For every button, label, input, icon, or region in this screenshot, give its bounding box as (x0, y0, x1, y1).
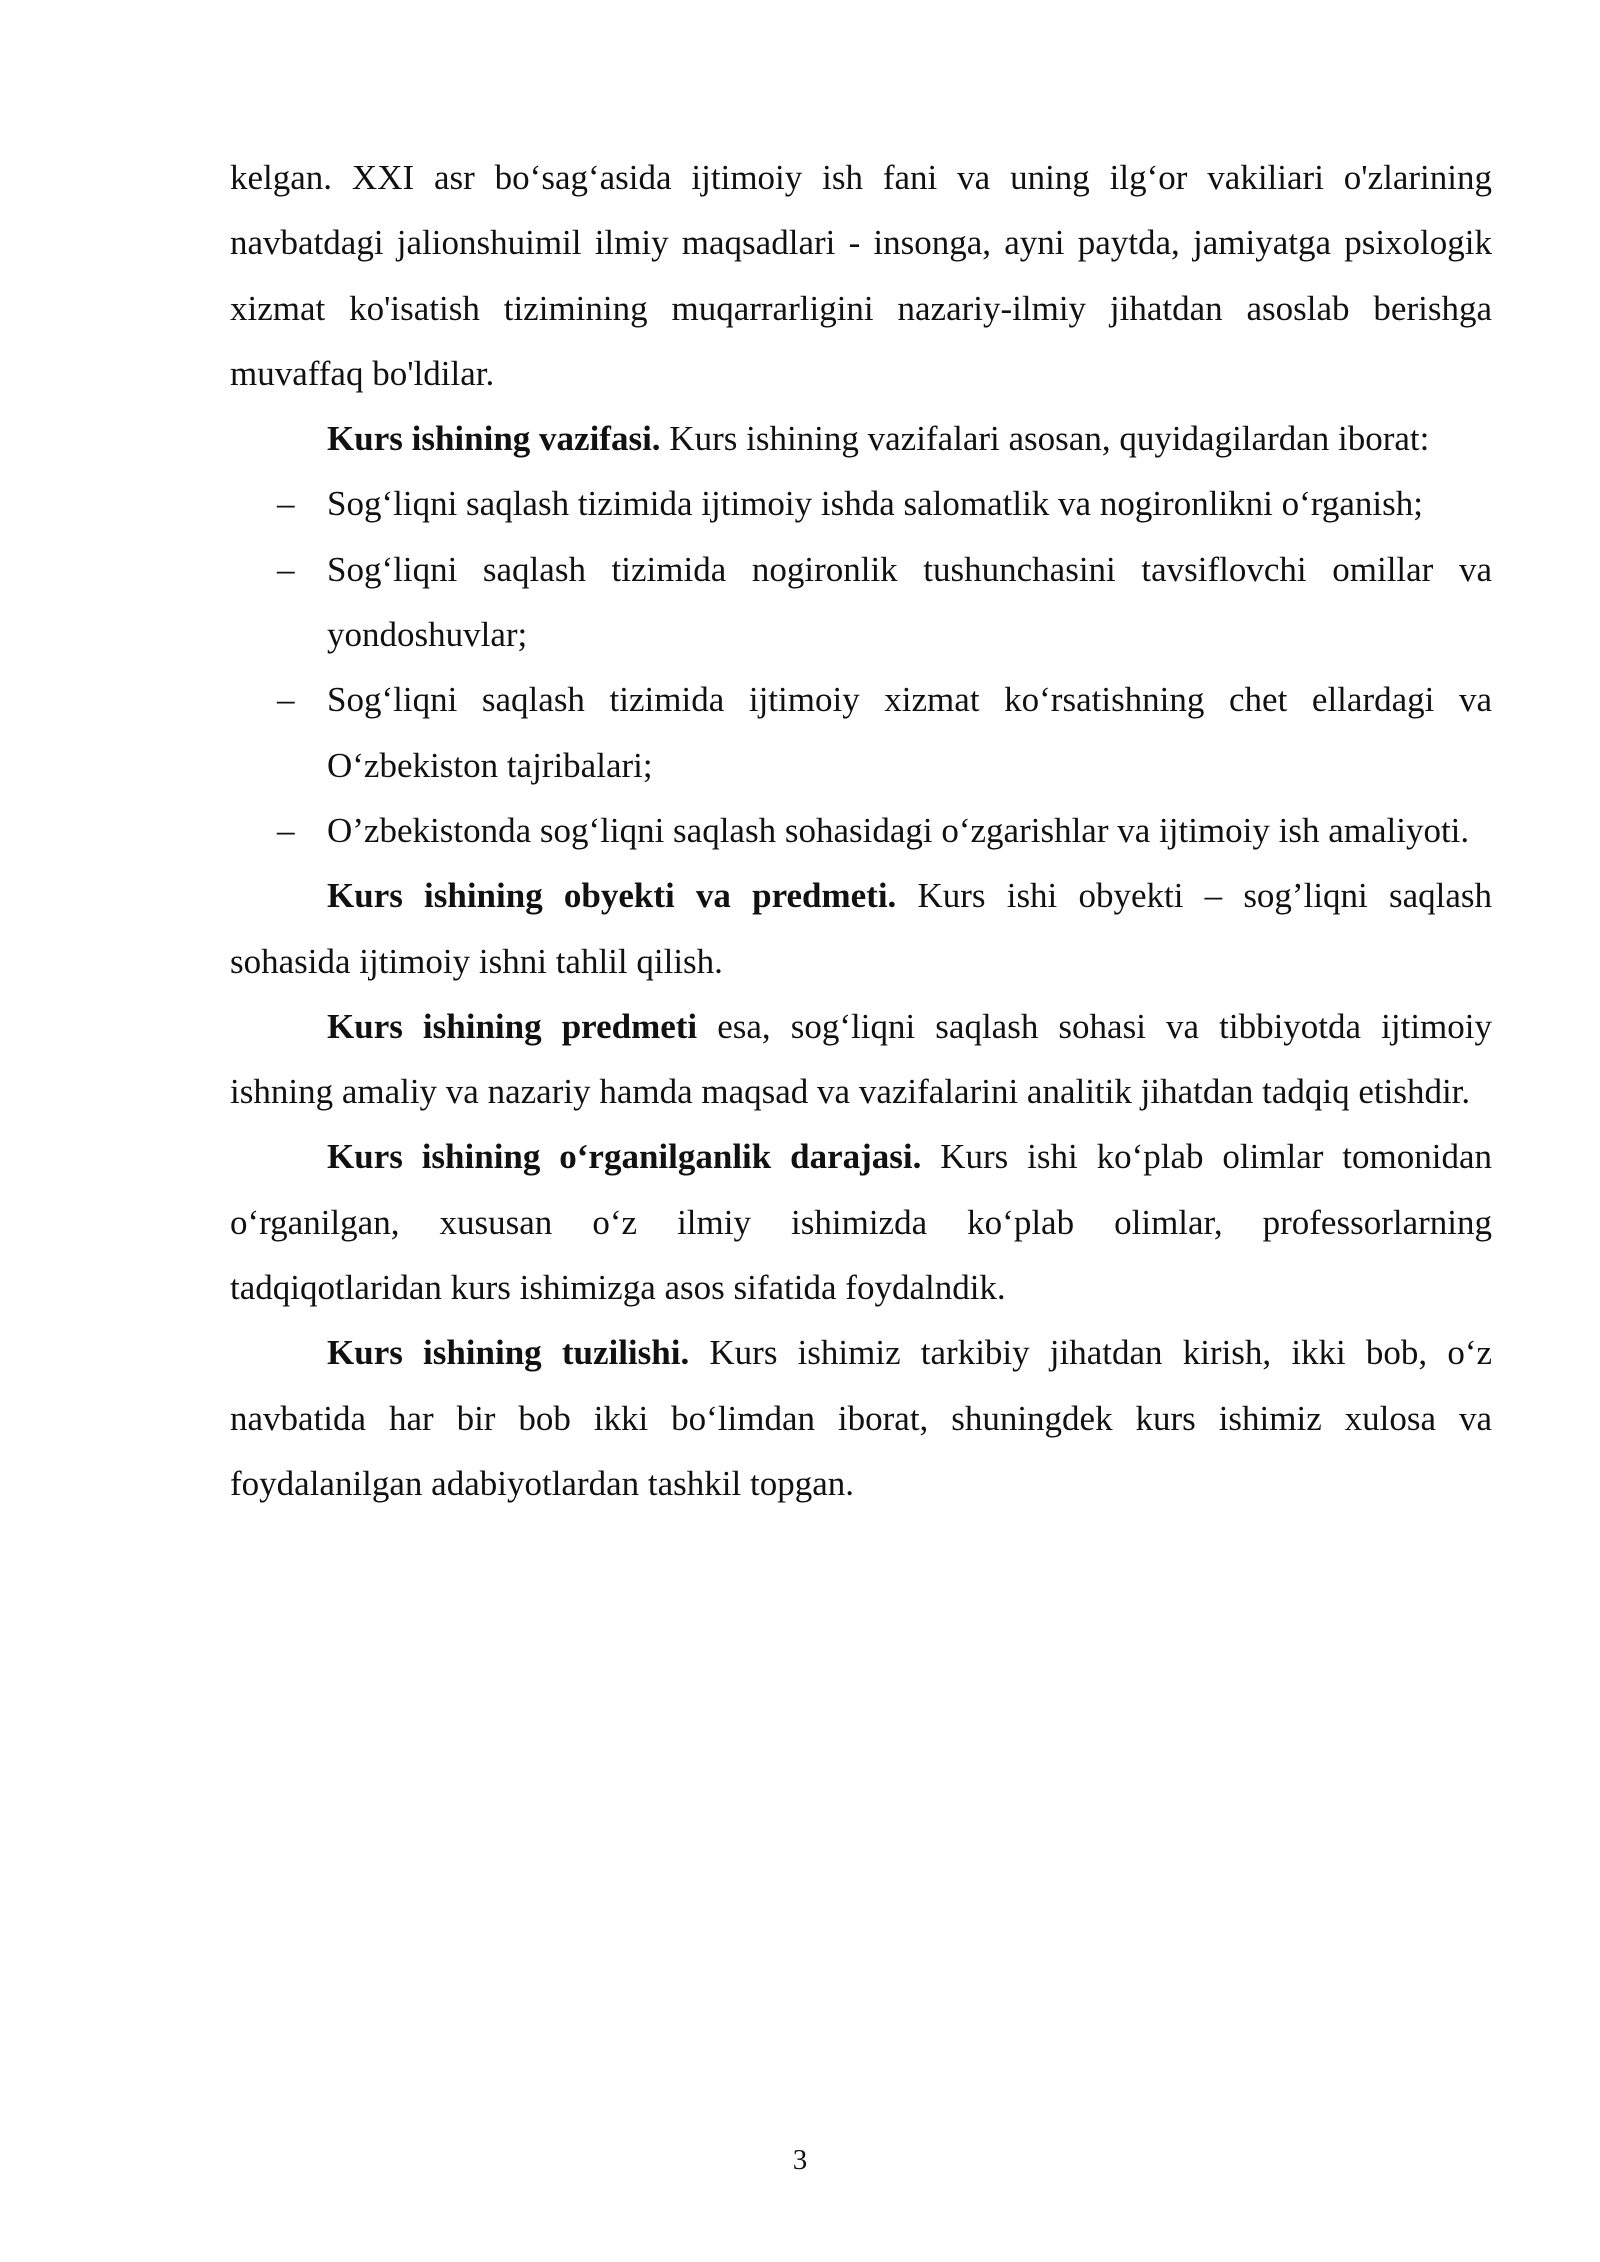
list-item (230, 537, 1492, 668)
page-number: 3 (792, 2144, 808, 2176)
subject-heading: Kurs ishining predmeti (327, 1006, 698, 1046)
subject-text: esa, sog‘liqni saqlash sohasi va tibbiyotda ijtimoiy ishning amaliy va nazariy hamda maqsad va vazifalarini analitik jihatdan tadqiq etishdir. (230, 1006, 1492, 1112)
dash-bullet: – (277, 549, 295, 589)
object-paragraph (230, 863, 1492, 994)
list-item-text: Sog‘liqni saqlash tizimida nogironlik tushunchasini tavsiflovchi omillar va yondoshuvlar; (327, 549, 1492, 655)
object-text: Kurs ishi obyekti – sog’liqni saqlash sohasida ijtimoiy ishni tahlil qilish. (230, 876, 1492, 981)
study-level-paragraph (230, 1124, 1492, 1320)
dash-bullet: – (277, 484, 295, 524)
subject-paragraph (230, 994, 1492, 1125)
study-level-heading: Kurs ishining o‘rganilganlik darajasi. (327, 1137, 922, 1177)
list-item (230, 798, 1492, 863)
object-heading: Kurs ishining obyekti va predmeti. (327, 876, 897, 916)
structure-text: Kurs ishimiz tarkibiy jihatdan kirish, ikki bob, o‘z navbatida har bir bob ikki bo‘limdan iborat, shuningdek kurs ishimiz xulosa va foydalanilgan adabiyotlardan tashkil topgan. (230, 1333, 1493, 1503)
list-item-text: O’zbekistonda sog‘liqni saqlash sohasidagi o‘zgarishlar va ijtimoiy ish amaliyoti. (327, 810, 1470, 850)
list-item-text: Sog‘liqni saqlash tizimida ijtimoiy xizmat ko‘rsatishning chet ellardagi va O‘zbekiston tajribalari; (327, 680, 1492, 785)
list-item (230, 667, 1492, 798)
tasks-text: Kurs ishining vazifalari asosan, quyidagilardan iborat: (660, 419, 1430, 459)
study-level-text: Kurs ishi ko‘plab olimlar tomonidan o‘rganilgan, xususan o‘z ilmiy ishimizda ko‘plab olimlar, professorlarning tadqiqotlaridan kurs ishimizga asos sifatida foydalndik. (230, 1137, 1492, 1308)
tasks-paragraph (230, 406, 1492, 471)
structure-heading: Kurs ishining tuzilishi. (327, 1333, 690, 1373)
task-list (230, 471, 1492, 863)
dash-bullet: – (277, 680, 295, 720)
structure-paragraph (230, 1320, 1492, 1516)
list-item-text: Sog‘liqni saqlash tizimida ijtimoiy ishda salomatlik va nogironlikni o‘rganish; (327, 484, 1423, 524)
intro-paragraph: kelgan. XXI asr bo‘sag‘asida ijtimoiy ish fani va uning ilg‘or vakiliari o'zlarining navbatdagi jalionshuimil ilmiy maqsadlari - insonga, ayni paytda, jamiyatga psixologik xizmat ko'isatish tizimining muqarrarligini nazariy-ilmiy jihatdan asoslab berishga muvaffaq bo'ldilar. (230, 158, 1492, 393)
list-item (230, 471, 1492, 536)
tasks-heading: Kurs ishining vazifasi. (327, 419, 661, 459)
page-content (230, 145, 1492, 1516)
dash-bullet: – (277, 810, 295, 850)
